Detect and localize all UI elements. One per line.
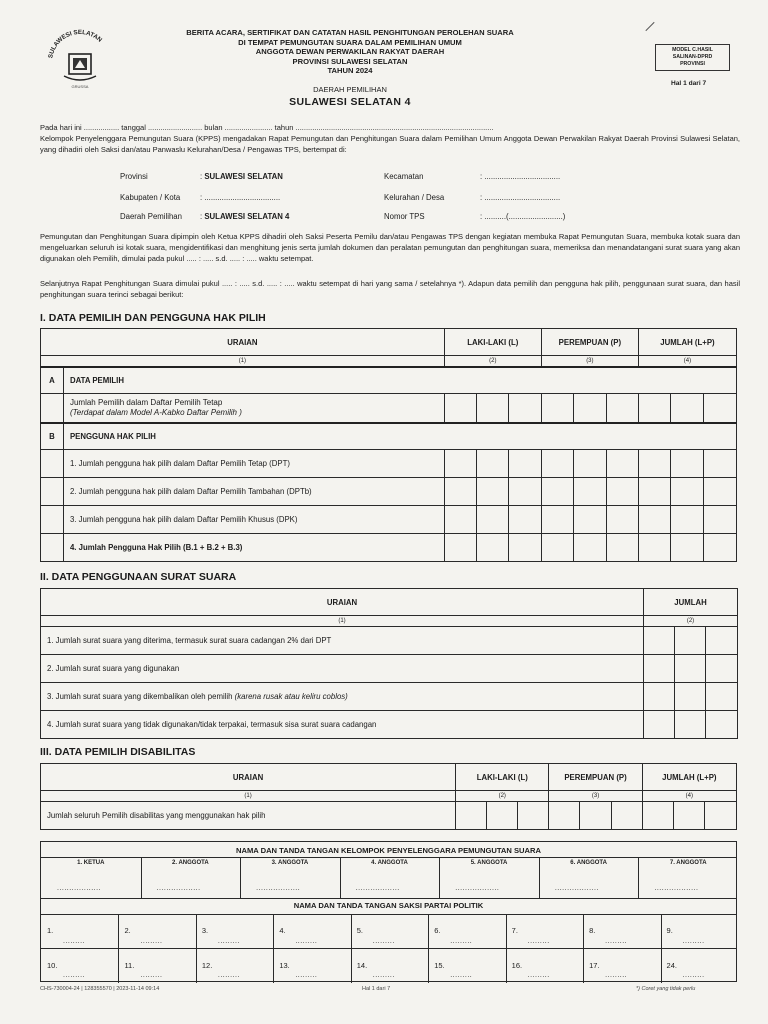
procedure-paragraph-2: Selanjutnya Rapat Penghitungan Suara dimulai pukul ..... : ..... s.d. ..... : ..... waktu setempat di hari yang sama / setelahnya *). Adapun data pemilih dan pengguna hak pilih, penggunaan surat suara, dan hasil penghitungan suara terinci sebagai berikut: — [40, 279, 740, 299]
witness-number: 15. — [434, 961, 445, 970]
col-number-1: (1) — [41, 356, 445, 367]
witness-signature-field[interactable]: ......... — [605, 938, 628, 945]
input-cell[interactable] — [509, 394, 541, 423]
footer-code: CHS-730004-24 | 128355570 | 2023-11-14 09:14 — [40, 986, 160, 992]
witness-signature-field[interactable]: ......... — [217, 972, 240, 979]
witness-number: 12. — [201, 961, 213, 970]
input-cell[interactable] — [541, 534, 573, 562]
input-cell[interactable] — [574, 394, 606, 423]
title-line-3: ANGGOTA DEWAN PERWAKILAN RAKYAT DAERAH — [255, 47, 445, 57]
input-cell[interactable] — [675, 711, 706, 739]
dpt-row-text: Jumlah Pemilih dalam Daftar Pemilih Tetap — [69, 397, 223, 407]
title-line-1: BERITA ACARA, SERTIFIKAT DAN CATATAN HASIL PENGHITUNGAN PEROLEHAN SUARA — [186, 28, 514, 37]
input-cell[interactable] — [703, 534, 736, 562]
witness-signature-field[interactable]: ......... — [372, 938, 395, 945]
pen-mark — [645, 22, 654, 31]
input-cell[interactable] — [706, 683, 738, 711]
header-laki-laki: LAKI-LAKI (L) — [456, 764, 549, 791]
page-indicator-top: Hal 1 dari 7 — [671, 80, 707, 87]
kpps-member-label: 4. ANGGOTA — [371, 860, 408, 866]
input-cell[interactable] — [703, 506, 736, 534]
footer-note: *) Coret yang tidak perlu — [636, 986, 696, 992]
input-cell[interactable] — [574, 450, 606, 478]
input-cell[interactable] — [509, 534, 541, 562]
ss-row-1-label: 1. Jumlah surat suara yang diterima, termasuk surat suara cadangan 2% dari DPT — [41, 627, 644, 655]
col-number-1: (1) — [41, 616, 644, 627]
header-uraian: URAIAN — [41, 589, 644, 616]
provinsi-label: Provinsi — [120, 172, 148, 181]
section-2-table — [40, 588, 738, 739]
kecamatan-value[interactable]: ................................... — [484, 172, 561, 181]
col-number-1: (1) — [41, 791, 456, 802]
section-3-title: III. DATA PEMILIH DISABILITAS — [40, 746, 196, 758]
witness-number: 2. — [124, 926, 131, 935]
input-cell[interactable] — [606, 478, 638, 506]
header-perempuan: PEREMPUAN (P) — [541, 329, 638, 356]
witness-number: 5. — [356, 926, 364, 935]
row-spacer — [41, 394, 64, 423]
data-pemilih-heading: DATA PEMILIH — [63, 367, 736, 394]
witness-number: 24. — [666, 961, 677, 970]
model-line-1: MODEL C.HASIL — [672, 47, 713, 53]
tps-value[interactable]: ..........(.........................) — [484, 212, 566, 221]
witness-number: 14. — [356, 961, 368, 970]
kpps-member-label: 3. ANGGOTA — [271, 860, 309, 866]
witness-number: 8. — [589, 926, 596, 935]
logo-caption: GRUSSA — [71, 84, 89, 89]
input-cell[interactable] — [675, 627, 706, 655]
title-line-4: PROVINSI SULAWESI SELATAN — [292, 56, 408, 66]
kecamatan-label: Kecamatan — [384, 172, 424, 181]
input-cell[interactable] — [675, 655, 706, 683]
b3-row-label: 3. Jumlah pengguna hak pilih dalam Daftar Pemilih Khusus (DPK) — [63, 506, 444, 534]
ss-row-3-label — [41, 683, 644, 711]
kpps-signature-field[interactable]: .................. — [57, 885, 102, 892]
model-badge — [655, 44, 730, 71]
col-number-2: (2) — [444, 356, 541, 367]
kpps-signature-field[interactable]: .................. — [455, 885, 500, 892]
kelurahan-value[interactable]: ................................... — [484, 193, 561, 202]
input-cell[interactable] — [574, 534, 606, 562]
input-cell[interactable] — [574, 506, 606, 534]
input-cell[interactable] — [638, 534, 670, 562]
input-cell[interactable] — [549, 802, 580, 830]
section-3-table — [40, 763, 737, 830]
kpps-member-label: 7. ANGGOTA — [669, 860, 707, 866]
col-number-3: (3) — [541, 356, 638, 367]
witness-signature-field[interactable]: ......... — [450, 972, 473, 979]
section-2-title: II. DATA PENGGUNAAN SURAT SUARA — [40, 571, 237, 583]
kpps-signature-field[interactable]: .................. — [654, 885, 699, 892]
kelurahan-label: Kelurahan / Desa — [384, 193, 445, 202]
input-cell[interactable] — [444, 394, 476, 423]
ss-row-3-note: (karena rusak atau keliru coblos) — [234, 692, 348, 701]
kpps-signature-title: NAMA DAN TANDA TANGAN KELOMPOK PENYELENGGARA PEMUNGUTAN SUARA — [235, 846, 541, 855]
witness-signature-field[interactable]: ......... — [140, 972, 163, 979]
input-cell[interactable] — [456, 802, 487, 830]
procedure-paragraph: Pemungutan dan Penghitungan Suara dipimpin oleh Ketua KPPS dihadiri oleh Saksi Peserta Pemilu dan/atau Pengawas TPS dengan kegiatan membuka Rapat Pemungutan Suara, membuka kotak suara dan mengeluarkan seluruh isi kotak suara, mengidentifikasi dan menghitung jenis serta jumlah dokumen dan peralatan pemungutan dan penghitungan suara, memeriksa dan menandatangani surat suara yang akan digunakan oleh Pemilih, dimulai pada pukul ..... : ..... s.d. ..... : ..... waktu setempat. — [40, 232, 740, 263]
provinsi-value: SULAWESI SELATAN — [204, 172, 283, 181]
section-1-table — [40, 328, 737, 562]
witness-number: 1. — [47, 926, 54, 935]
input-cell[interactable] — [638, 506, 670, 534]
col-number-2: (2) — [644, 616, 738, 627]
input-cell[interactable] — [444, 534, 476, 562]
col-number-4: (4) — [642, 791, 736, 802]
input-cell[interactable] — [541, 450, 573, 478]
kpu-logo — [42, 22, 118, 90]
input-cell[interactable] — [477, 450, 509, 478]
document-title — [130, 28, 570, 76]
provinsi-row: Provinsi : SULAWESI SELATAN — [120, 172, 283, 181]
input-cell[interactable] — [706, 627, 738, 655]
input-cell[interactable] — [477, 534, 509, 562]
input-cell[interactable] — [477, 394, 509, 423]
ss-row-4-label: 4. Jumlah surat suara yang tidak digunakan/tidak terpakai, termasuk sisa surat suara cadangan — [41, 711, 644, 739]
b1-row-label: 1. Jumlah pengguna hak pilih dalam Daftar Pemilih Tetap (DPT) — [63, 450, 444, 478]
input-cell[interactable] — [671, 478, 703, 506]
witness-number: 17. — [589, 961, 600, 970]
dapil-label: DAERAH PEMILIHAN — [313, 85, 387, 94]
saksi-signature-title: NAMA DAN TANDA TANGAN SAKSI PARTAI POLITIK — [293, 901, 484, 910]
witness-signature-field[interactable]: ......... — [605, 972, 628, 979]
row-label-a: A — [41, 367, 64, 394]
witness-signature-field[interactable]: ......... — [682, 938, 705, 945]
divider — [41, 857, 736, 858]
kpps-signature-field[interactable]: .................. — [156, 885, 201, 892]
witness-number: 10. — [47, 961, 58, 970]
input-cell[interactable] — [541, 506, 573, 534]
intro-paragraph: Kelompok Penyelenggara Pemungutan Suara (KPPS) mengadakan Rapat Pemungutan dan Penghitungan Suara dalam Pemilihan Umum Anggota Dewan Perwakilan Rakyat Daerah Provinsi Sulawesi Selatan, yang dihadiri oleh Saksi dan/atau Panwaslu Kelurahan/Desa / Pengawas TPS, bertempat di: — [40, 134, 740, 154]
input-cell[interactable] — [477, 506, 509, 534]
kabupaten-value[interactable]: ................................... — [204, 193, 281, 202]
footer-page: Hal 1 dari 7 — [362, 986, 391, 992]
witness-signature-field[interactable]: ......... — [63, 938, 86, 945]
witness-signature-field[interactable]: ......... — [295, 938, 318, 945]
pengguna-hak-pilih-heading: PENGGUNA HAK PILIH — [63, 423, 736, 450]
header-uraian: URAIAN — [41, 764, 456, 791]
header-jumlah: JUMLAH (L+P) — [638, 329, 736, 356]
kabupaten-row: Kabupaten / Kota : ................................... — [120, 193, 281, 202]
row-spacer — [41, 506, 64, 534]
input-cell[interactable] — [706, 655, 738, 683]
ss-row-2-label: 2. Jumlah surat suara yang digunakan — [41, 655, 644, 683]
witness-number: 11. — [124, 961, 135, 970]
input-cell[interactable] — [509, 506, 541, 534]
input-cell[interactable] — [487, 802, 518, 830]
input-cell[interactable] — [444, 450, 476, 478]
input-cell[interactable] — [644, 627, 675, 655]
tps-label: Nomor TPS — [384, 212, 425, 221]
kelurahan-row: Kelurahan / Desa : ................................... — [384, 193, 561, 202]
b2-row-label: 2. Jumlah pengguna hak pilih dalam Daftar Pemilih Tambahan (DPTb) — [63, 478, 444, 506]
section-1-title: I. DATA PEMILIH DAN PENGGUNA HAK PILIH — [40, 312, 266, 324]
witness-signature-field[interactable]: ......... — [450, 938, 473, 945]
input-cell[interactable] — [638, 478, 670, 506]
signature-box — [40, 841, 737, 982]
witness-number: 7. — [511, 926, 518, 935]
witness-signature-field[interactable]: ......... — [527, 972, 550, 979]
input-cell[interactable] — [644, 711, 675, 739]
witness-number: 13. — [279, 961, 290, 970]
ss-row-3-text: 3. Jumlah surat suara yang dikembalikan oleh pemilih — [47, 692, 235, 701]
input-cell[interactable] — [703, 478, 736, 506]
dapil-row-label: Daerah Pemilihan — [120, 212, 182, 221]
kpps-member-label: 6. ANGGOTA — [570, 860, 607, 866]
input-cell[interactable] — [606, 450, 638, 478]
row-spacer — [41, 450, 64, 478]
b4-row-label: 4. Jumlah Pengguna Hak Pilih (B.1 + B.2 + B.3) — [63, 534, 444, 562]
row-spacer — [41, 534, 64, 562]
divider — [41, 898, 736, 899]
svg-text:SULAWESI SELATAN: SULAWESI SELATAN — [47, 28, 104, 59]
dpt-row-label — [63, 394, 444, 423]
witness-signature-field[interactable]: ......... — [372, 972, 395, 979]
witness-signature-field[interactable]: ......... — [63, 972, 86, 979]
input-cell[interactable] — [509, 450, 541, 478]
dapil-row: Daerah Pemilihan : SULAWESI SELATAN 4 — [120, 212, 290, 221]
kpps-signature-field[interactable]: .................. — [554, 885, 599, 892]
kpps-member-label: 2. ANGGOTA — [172, 860, 209, 866]
kpps-signature-field[interactable]: .................. — [256, 885, 301, 892]
input-cell[interactable] — [644, 683, 675, 711]
divider — [41, 914, 736, 915]
input-cell[interactable] — [675, 683, 706, 711]
divider — [41, 948, 736, 949]
input-cell[interactable] — [673, 802, 704, 830]
witness-number: 16. — [511, 961, 523, 970]
input-cell[interactable] — [606, 534, 638, 562]
col-number-4: (4) — [638, 356, 736, 367]
kecamatan-row: Kecamatan : ................................... — [384, 172, 561, 181]
input-cell[interactable] — [518, 802, 549, 830]
input-cell[interactable] — [644, 655, 675, 683]
model-line-2: SALINAN-DPRD — [672, 54, 713, 60]
title-line-5: TAHUN 2024 — [327, 66, 373, 76]
input-cell[interactable] — [574, 478, 606, 506]
input-cell[interactable] — [642, 802, 673, 830]
header-jumlah: JUMLAH (L+P) — [642, 764, 736, 791]
input-cell[interactable] — [444, 506, 476, 534]
kpps-member-label: 5. ANGGOTA — [470, 860, 508, 866]
witness-signature-field[interactable]: ......... — [527, 938, 550, 945]
input-cell[interactable] — [703, 450, 736, 478]
input-cell[interactable] — [509, 478, 541, 506]
input-cell[interactable] — [444, 478, 476, 506]
witness-signature-field[interactable]: ......... — [217, 938, 240, 945]
col-number-3: (3) — [549, 791, 642, 802]
header-perempuan: PEREMPUAN (P) — [549, 764, 642, 791]
input-cell[interactable] — [703, 394, 736, 423]
header-jumlah: JUMLAH — [644, 589, 738, 616]
input-cell[interactable] — [706, 711, 738, 739]
witness-signature-field[interactable]: ......... — [682, 972, 705, 979]
col-number-2: (2) — [456, 791, 549, 802]
input-cell[interactable] — [671, 450, 703, 478]
input-cell[interactable] — [638, 450, 670, 478]
row-label-b: B — [41, 423, 64, 450]
witness-signature-field[interactable]: ......... — [295, 972, 318, 979]
kpps-signature-field[interactable]: .................. — [355, 885, 400, 892]
input-cell[interactable] — [671, 506, 703, 534]
header-uraian: URAIAN — [41, 329, 445, 356]
input-cell[interactable] — [638, 394, 670, 423]
tps-row: Nomor TPS : ..........(.........................) — [384, 212, 566, 221]
intro-date-line: Pada hari ini ................. tanggal .......................... bulan ....................... tahun ............................................................................................... — [40, 123, 494, 132]
witness-number: 6. — [434, 926, 441, 935]
witness-number: 4. — [279, 926, 286, 935]
input-cell[interactable] — [606, 506, 638, 534]
witness-number: 3. — [201, 926, 209, 935]
input-cell[interactable] — [671, 394, 703, 423]
input-cell[interactable] — [671, 534, 703, 562]
dpt-row-note: (Terdapat dalam Model A-Kabko Daftar Pemilih ) — [69, 407, 242, 417]
dapil-name: SULAWESI SELATAN 4 — [289, 96, 411, 108]
input-cell[interactable] — [541, 478, 573, 506]
model-line-3: PROVINSI — [680, 61, 705, 67]
row-spacer — [41, 478, 64, 506]
input-cell[interactable] — [477, 478, 509, 506]
input-cell[interactable] — [704, 802, 736, 830]
input-cell[interactable] — [606, 394, 638, 423]
input-cell[interactable] — [580, 802, 611, 830]
header-laki-laki: LAKI-LAKI (L) — [444, 329, 541, 356]
disabilitas-row-label: Jumlah seluruh Pemilih disabilitas yang menggunakan hak pilih — [41, 802, 456, 830]
title-line-2: DI TEMPAT PEMUNGUTAN SUARA DALAM PEMILIHAN UMUM — [238, 37, 462, 47]
input-cell[interactable] — [611, 802, 642, 830]
witness-number: 9. — [666, 926, 673, 935]
input-cell[interactable] — [541, 394, 573, 423]
kpps-member-label: 1. KETUA — [77, 860, 105, 866]
dapil-row-value: SULAWESI SELATAN 4 — [204, 212, 290, 221]
kabupaten-label: Kabupaten / Kota — [120, 193, 181, 202]
witness-signature-field[interactable]: ......... — [140, 938, 163, 945]
